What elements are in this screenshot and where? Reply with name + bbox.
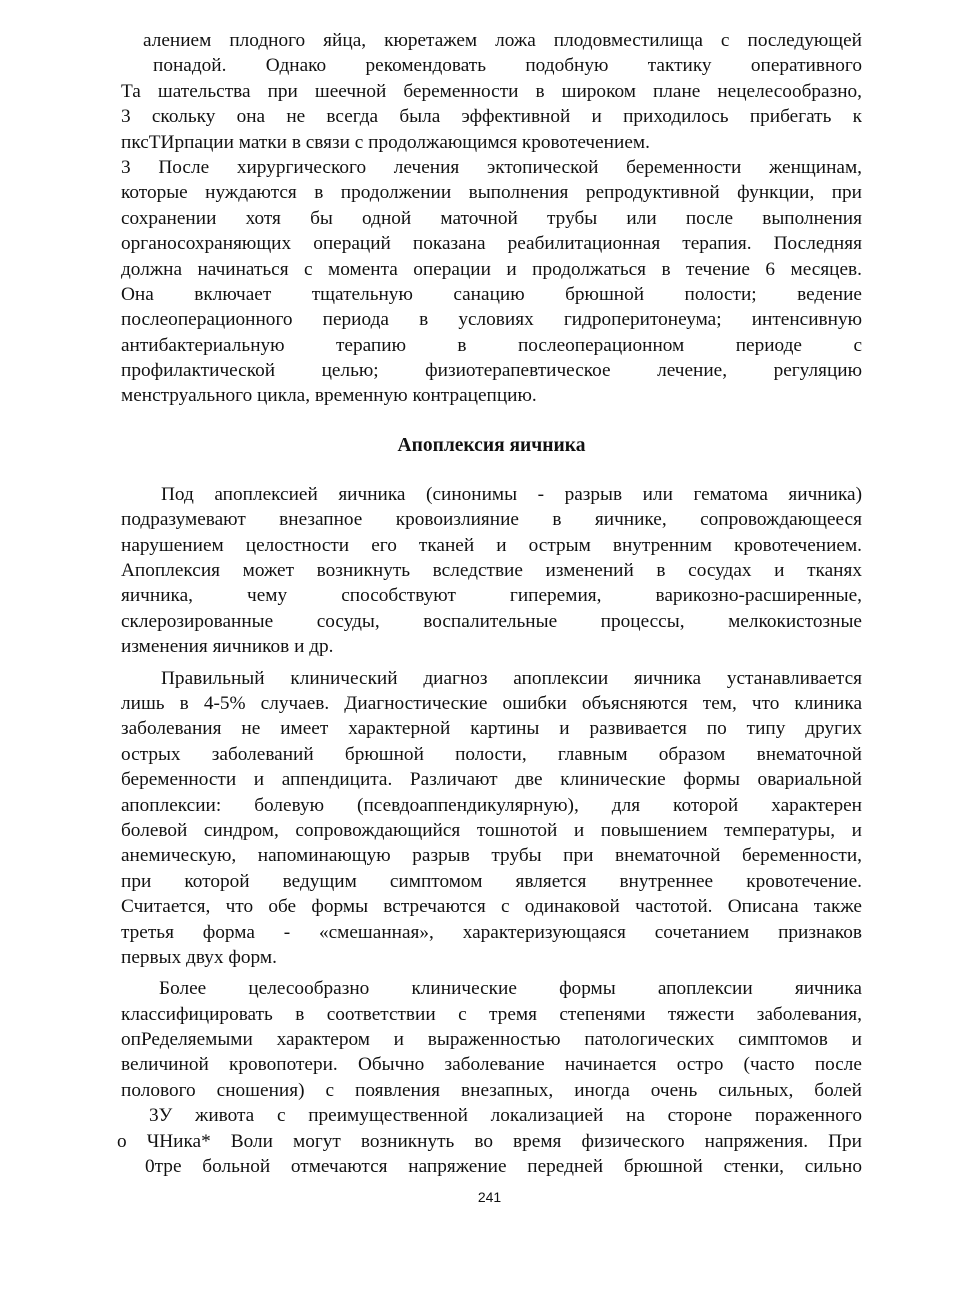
text-line: нарушением целостности его тканей и острым внутренним кровотечением. — [121, 534, 862, 556]
text-line: 0тре больной отмечаются напряжение передней брюшной стенки, сильно — [145, 1156, 862, 1178]
text-line: пксТИрпации матки в связи с продолжающимся кровотечением. — [121, 131, 650, 153]
text-line: Под апоплексией яичника (синонимы - разрыв или гематома яичника) — [161, 483, 862, 505]
text-line: менструального цикла, временную контрацепцию. — [121, 385, 537, 407]
paragraph-cervical-pregnancy — [121, 28, 862, 155]
text-line: болевой синдром, сопровождающийся тошнотой и повышением температуры, и — [121, 819, 862, 841]
text-line: сохранении хотя бы одной маточной трубы или после выполнения — [121, 207, 862, 229]
text-line: антибактериальную терапию в послеоперационном периоде с — [121, 334, 862, 356]
text-line: величиной кровопотери. Обычно заболевание начинается остро (часто после — [121, 1054, 862, 1076]
text-line: изменения яичников и др. — [121, 636, 334, 658]
text-line: понадой. Однако рекомендовать подобную тактику оперативного — [153, 55, 862, 77]
text-line: первых двух форм. — [121, 946, 277, 968]
text-line: опРеделяемыми характером и выраженностью патологических симптомов и — [121, 1029, 862, 1051]
section-heading: Апоплексия яичника — [397, 434, 586, 456]
text-line: заболевания не имеет характерной картины и развивается по типу других — [121, 718, 862, 740]
text-line: Более целесообразно клинические формы апоплексии яичника — [159, 978, 862, 1000]
text-line: склерозированные сосуды, воспалительные процессы, мелкокистозные — [121, 610, 862, 632]
text-line: полового сношения) с появления внезапных, иногда очень сильных, болей — [121, 1079, 862, 1101]
text-line: при которой ведущим симптомом является внутреннее кровотечение. — [121, 870, 862, 892]
text-line: 3 После хирургического лечения эктопической беременности женщинам, — [121, 156, 862, 178]
text-line: Та шательства при шеечной беременности в широком плане нецелесообразно, — [121, 80, 862, 102]
text-line: которые нуждаются в продолжении выполнения репродуктивной функции, при — [121, 182, 862, 204]
text-line: о ЧНика* Воли могут возникнуть во время физического напряжения. При — [117, 1130, 862, 1152]
text-line: Правильный клинический диагноз апоплексии яичника устанавливается — [161, 667, 862, 689]
paragraph-classification — [117, 976, 862, 1179]
text-line: лишь в 4-5% случаев. Диагностические ошибки объясняются тем, что клиника — [121, 692, 862, 714]
text-line: классифицировать в соответствии с тремя степенями тяжести заболевания, — [121, 1003, 862, 1025]
text-line: острых заболеваний брюшной полости, главным образом внематочной — [121, 743, 862, 765]
text-line: 3 скольку она не всегда была эффективной и приходилось прибегать к — [121, 106, 862, 128]
text-line: беременности и аппендицита. Различают две клинические формы овариальной — [121, 769, 862, 791]
page-number: 241 — [477, 1189, 502, 1205]
text-line: подразумевают внезапное кровоизлияние в яичнике, сопровождающееся — [121, 509, 862, 531]
paragraph-diagnosis — [121, 666, 862, 971]
text-line: анемическую, напоминающую разрыв трубы при внематочной беременности, — [121, 845, 862, 867]
text-line: яичника, чему способствуют гиперемия, варикозно-расширенные, — [121, 585, 862, 607]
text-line: Она включает тщательную санацию брюшной полости; ведение — [121, 283, 862, 305]
text-line: 3У живота с преимущественной локализацией на стороне пораженного — [149, 1105, 862, 1127]
text-line: апоплексии: болевую (псевдоаппендикулярную), для которой характерен — [121, 794, 862, 816]
text-line: третья форма - «смешанная», характеризующаяся сочетанием признаков — [121, 921, 862, 943]
text-line: органосохраняющих операций показана реабилитационная терапия. Последняя — [121, 233, 862, 255]
paragraph-rehabilitation — [121, 155, 862, 409]
paragraph-definition — [121, 482, 862, 660]
text-line: алением плодного яйца, кюретажем ложа плодовместилища с последующей — [143, 30, 862, 51]
text-line: профилактической целью; физиотерапевтическое лечение, регуляцию — [121, 360, 862, 382]
text-line: должна начинаться с момента операции и продолжаться в течение 6 месяцев. — [121, 258, 862, 280]
text-line: послеоперационного периода в условиях гидроперитонеума; интенсивную — [121, 309, 862, 331]
text-line: Считается, что обе формы встречаются с одинаковой частотой. Описана также — [121, 896, 862, 918]
text-line: Апоплексия может возникнуть вследствие изменений в сосудах и тканях — [121, 560, 862, 582]
document-page — [117, 28, 862, 1179]
